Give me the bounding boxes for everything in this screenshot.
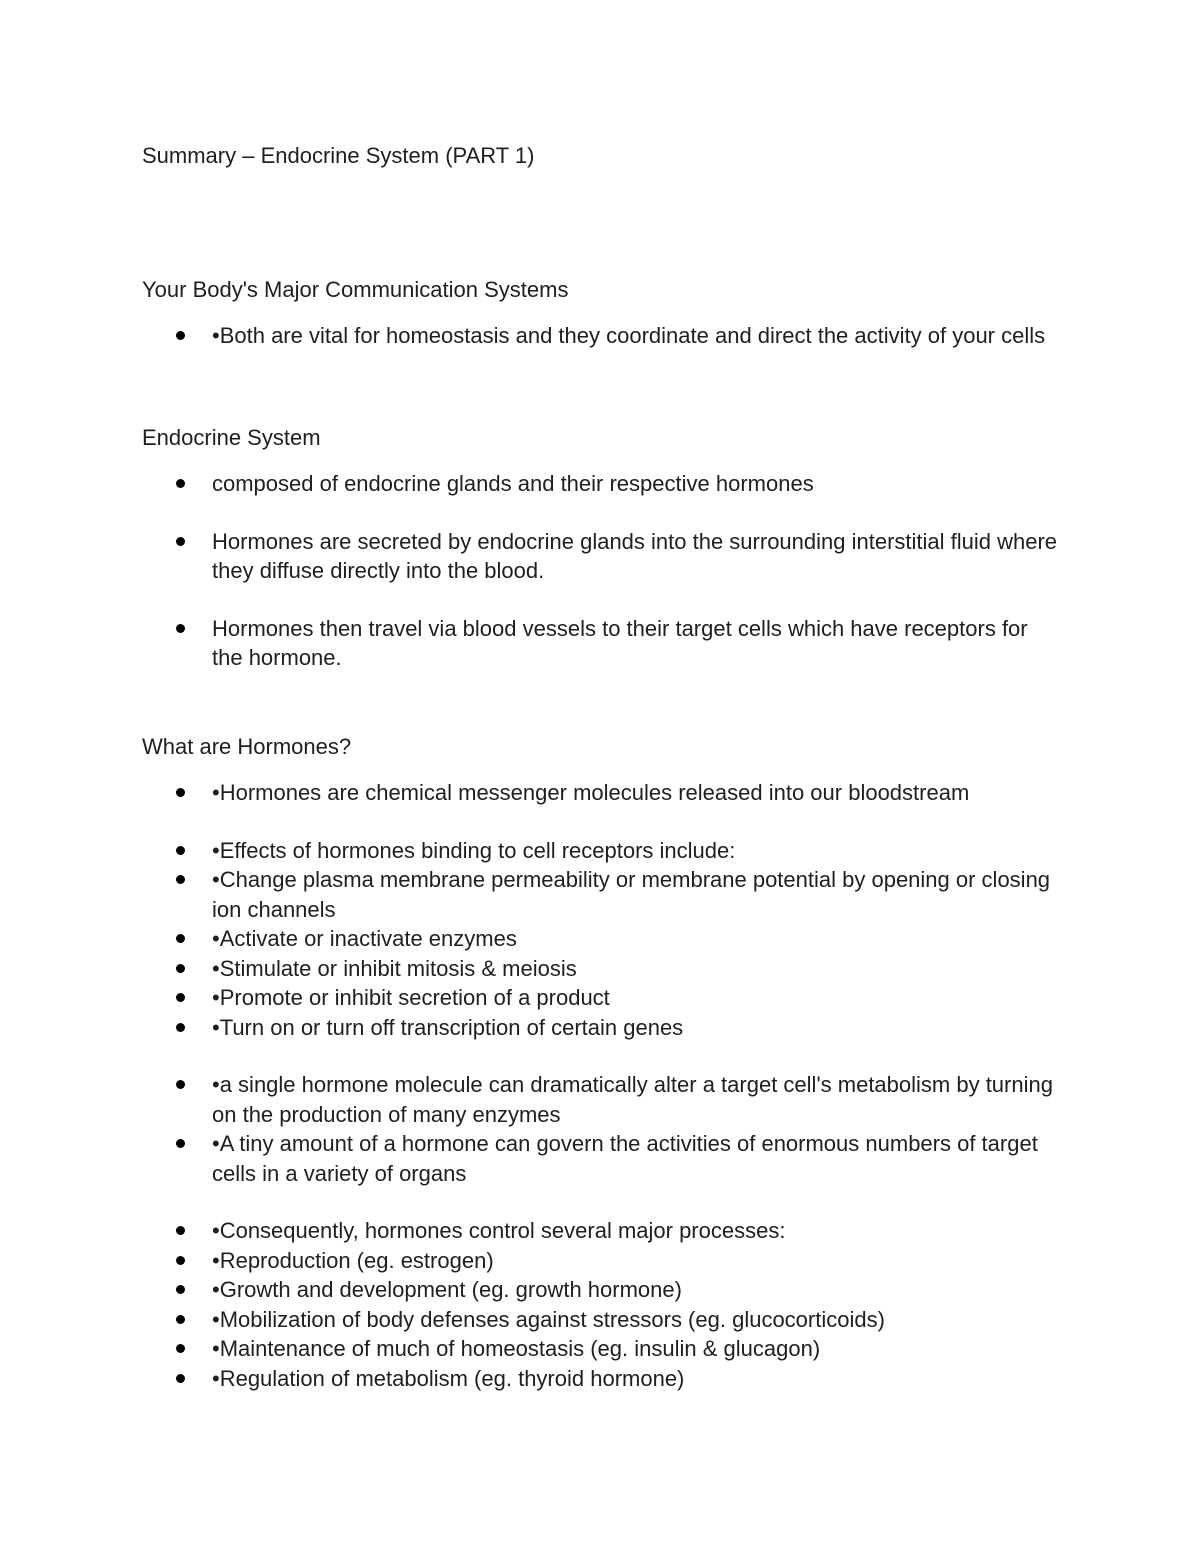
section-heading-endocrine-system: Endocrine System: [142, 425, 321, 450]
list-item: Hormones then travel via blood vessels to their target cells which have receptors for the hormone.: [0, 614, 1062, 673]
bullet-list-what-are-hormones: [0, 778, 1200, 1393]
list-item: •Stimulate or inhibit mitosis & meiosis: [0, 954, 1062, 984]
list-item: Hormones are secreted by endocrine glands into the surrounding interstitial fluid where they diffuse directly into the blood.: [0, 527, 1062, 586]
list-item: •a single hormone molecule can dramatically alter a target cell's metabolism by turning on the production of many enzymes: [0, 1070, 1062, 1129]
document-title: Summary – Endocrine System (PART 1): [142, 143, 535, 168]
list-item: •Growth and development (eg. growth hormone): [0, 1275, 1062, 1305]
list-item: composed of endocrine glands and their respective hormones: [0, 469, 1062, 499]
list-item: •Turn on or turn off transcription of certain genes: [0, 1013, 1062, 1043]
list-item: •Consequently, hormones control several major processes:: [0, 1216, 1062, 1246]
list-item: •Reproduction (eg. estrogen): [0, 1246, 1062, 1276]
list-item: •Change plasma membrane permeability or membrane potential by opening or closing ion channels: [0, 865, 1062, 924]
list-item: •Maintenance of much of homeostasis (eg. insulin & glucagon): [0, 1334, 1062, 1364]
section-heading-what-are-hormones: What are Hormones?: [142, 734, 352, 759]
list-item: •Promote or inhibit secretion of a product: [0, 983, 1062, 1013]
bullet-list-endocrine-system: [0, 469, 1200, 673]
list-item: •A tiny amount of a hormone can govern the activities of enormous numbers of target cells in a variety of organs: [0, 1129, 1062, 1188]
list-item: •Both are vital for homeostasis and they coordinate and direct the activity of your cells: [0, 321, 1062, 351]
list-item: •Activate or inactivate enzymes: [0, 924, 1062, 954]
list-item: •Mobilization of body defenses against stressors (eg. glucocorticoids): [0, 1305, 1062, 1335]
list-item: •Regulation of metabolism (eg. thyroid hormone): [0, 1364, 1062, 1394]
section-heading-communication: Your Body's Major Communication Systems: [142, 277, 569, 302]
bullet-list-communication: [0, 321, 1200, 351]
list-item: •Effects of hormones binding to cell receptors include:: [0, 836, 1062, 866]
list-item: •Hormones are chemical messenger molecules released into our bloodstream: [0, 778, 1062, 808]
